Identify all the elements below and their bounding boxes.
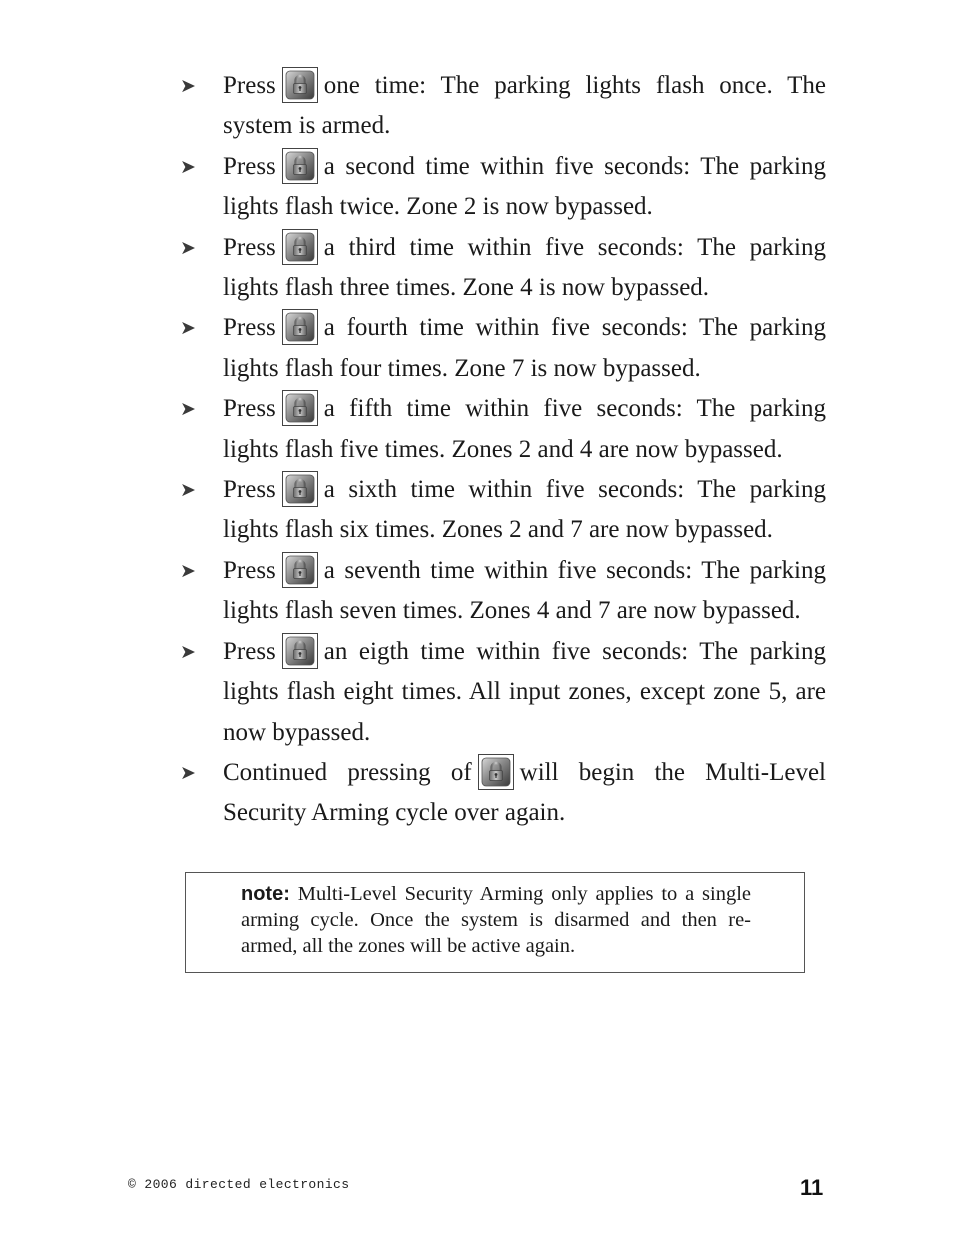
item-text-before: Press — [223, 556, 276, 584]
list-item — [180, 753, 826, 834]
lock-button-icon — [282, 148, 318, 184]
lock-button-icon — [282, 471, 318, 507]
item-text-after: a fourth time within five seconds: The parking lights flash four times. Zone 7 is now bypassed. — [223, 314, 826, 382]
list-item — [180, 228, 826, 309]
bullet-arrow-icon: ➤ — [180, 640, 196, 663]
bullet-arrow-icon: ➤ — [180, 398, 196, 421]
item-text-after: will begin the Multi-Level Security Arming cycle over again. — [223, 758, 826, 827]
list-item — [180, 66, 826, 147]
item-text-after: a fifth time within five seconds: The parking lights flash five times. Zones 2 and 4 are now bypassed. — [223, 395, 826, 463]
instruction-list — [180, 66, 826, 834]
copyright-footer: © 2006 directed electronics — [128, 1177, 350, 1192]
bullet-arrow-icon: ➤ — [180, 236, 196, 259]
item-text-before: Press — [223, 395, 276, 423]
lock-button-icon — [282, 67, 318, 103]
item-text-before: Press — [223, 314, 276, 342]
list-item — [180, 308, 826, 389]
page-number: 11 — [800, 1175, 824, 1200]
lock-button-icon — [478, 754, 514, 790]
item-text-after: an eigth time within five seconds: The parking lights flash eight times. All input zones, except zone 5, are now bypassed. — [223, 637, 826, 746]
note-box — [185, 872, 805, 973]
note-label: note: — [241, 883, 290, 905]
bullet-arrow-icon: ➤ — [180, 75, 196, 97]
item-text-after: a third time within five seconds: The parking lights flash three times. Zone 4 is now bypassed. — [223, 233, 826, 302]
lock-button-icon — [282, 390, 318, 426]
item-text-after: a sixth time within five seconds: The parking lights flash six times. Zones 2 and 7 are now bypassed. — [223, 476, 826, 544]
list-item — [180, 632, 826, 753]
note-body: Multi-Level Security Arming only applies to a single arming cycle. Once the system is disarmed and then re-armed, all the zones will be active again. — [241, 883, 751, 957]
lock-button-icon — [282, 229, 318, 265]
item-text-before: Press — [223, 152, 276, 180]
item-text-before: Press — [223, 233, 276, 261]
bullet-arrow-icon: ➤ — [180, 761, 196, 784]
item-text-after: a seventh time within five seconds: The parking lights flash seven times. Zones 4 and 7 are now bypassed. — [223, 556, 826, 625]
list-item — [180, 551, 826, 632]
bullet-arrow-icon: ➤ — [180, 155, 196, 178]
list-item — [180, 389, 826, 470]
item-text-before: Press — [223, 476, 276, 504]
list-item — [180, 147, 826, 228]
note-text-block — [241, 881, 751, 959]
item-text-before: Continued pressing of — [223, 758, 472, 786]
bullet-arrow-icon: ➤ — [180, 559, 196, 582]
lock-button-icon — [282, 633, 318, 669]
item-text-before: Press — [223, 72, 276, 99]
bullet-arrow-icon: ➤ — [180, 317, 196, 340]
bullet-arrow-icon: ➤ — [180, 479, 196, 502]
list-item — [180, 470, 826, 551]
item-text-after: a second time within five seconds: The parking lights flash twice. Zone 2 is now bypassed. — [223, 152, 826, 221]
item-text-before: Press — [223, 637, 276, 665]
lock-button-icon — [282, 552, 318, 588]
lock-button-icon — [282, 309, 318, 345]
item-text-after: one time: The parking lights flash once. The system is armed. — [223, 72, 826, 140]
